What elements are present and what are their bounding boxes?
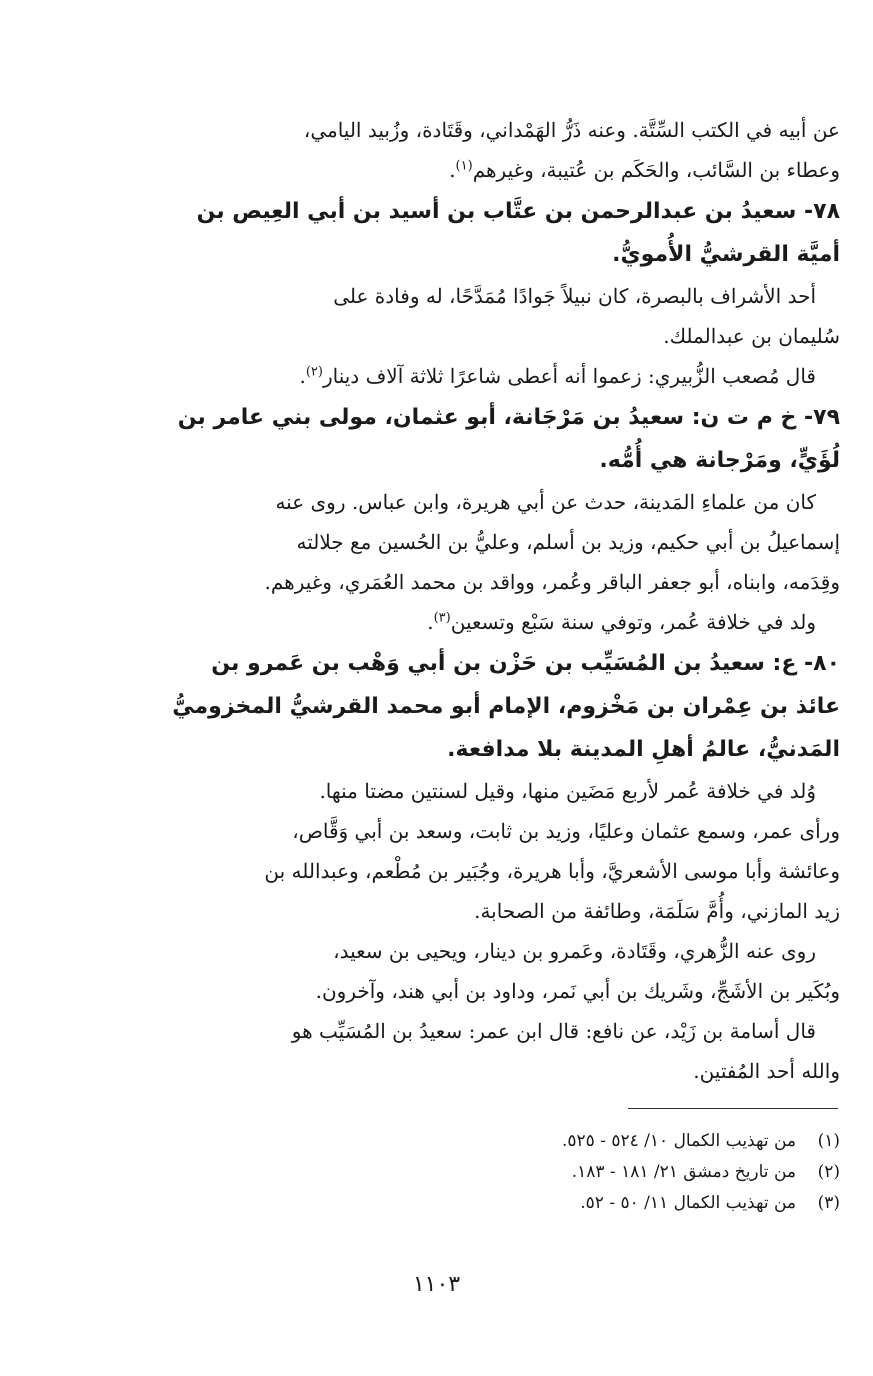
footnote-number: (٣) [817, 1193, 840, 1213]
entry-heading-80-cont: عائذ بن عِمْران بن مَخْزوم، الإمام أبو محمد القرشيُّ المخزوميُّ [172, 694, 840, 719]
footnote-text: من تهذيب الكمال ١٠/ ٥٢٤ - ٥٢٥. [561, 1131, 796, 1151]
entry-heading-80-cont: المَدنيُّ، عالمُ أهلِ المدينة بلا مدافعة. [447, 737, 840, 762]
text-line [128, 356, 840, 396]
entry-heading-78-cont: أميَّة القرشيُّ الأُمويُّ. [612, 242, 840, 267]
text-line: زيد المازني، وأُمَّ سَلَمَة، وطائفة من الصحابة. [474, 899, 840, 923]
text-line: وُلد في خلافة عُمر لأربع مَضَين منها، وقيل لسنتين مضتا منها. [319, 779, 816, 803]
footnotes [380, 1126, 840, 1219]
footnote [380, 1157, 840, 1188]
text-line: قال أسامة بن زَيْد، عن نافع: قال ابن عمر: سعيدُ بن المُسَيِّب هو [291, 1019, 816, 1043]
line-text: ولد في خلافة عُمر، وتوفي سنة سَبْع وتسعين [450, 610, 816, 634]
text-line [128, 602, 840, 642]
text-line: إسماعيلُ بن أبي حكيم، وزيد بن أسلم، وعليُّ بن الحُسين مع جلالته [296, 530, 840, 554]
entry-heading-79: ٧٩- خ م ت ن: سعيدُ بن مَرْجَانة، أبو عثمان، مولى بني عامر بن [177, 405, 840, 430]
text-line: عن أبيه في الكتب السِّتَّة. وعنه ذَرُّ الهَمْداني، وقَتَادة، وزُبيد اليامي، [303, 118, 840, 142]
line-end-punct: . [449, 158, 456, 182]
entry-heading-79-cont: لُؤَيٍّ، ومَرْجانة هي أُمُّه. [599, 448, 840, 473]
entry-heading-80: ٨٠- ع: سعيدُ بن المُسَيِّب بن حَزْن بن أبي وَهْب بن عَمرو بن [211, 651, 840, 676]
text-line: ورأى عمر، وسمع عثمان وعليًا، وزيد بن ثابت، وسعد بن أبي وَقَّاص، [292, 819, 840, 843]
footnote-number: (٢) [817, 1162, 840, 1182]
page-number: ١١٠٣ [412, 1272, 461, 1297]
footnote-text: من تاريخ دمشق ٢١/ ١٨١ - ١٨٣. [571, 1162, 796, 1182]
line-text: وعطاء بن السَّائب، والحَكَم بن عُتيبة، وغيرهم [472, 158, 840, 182]
footnote-reference: (١) [455, 158, 473, 174]
line-text: قال مُصعب الزُّبيري: زعموا أنه أعطى شاعرًا ثلاثة آلاف دينار [322, 364, 816, 388]
text-line [128, 150, 840, 190]
footnote [380, 1188, 840, 1219]
text-line: وعائشة وأبا موسى الأشعريَّ، وأبا هريرة، وجُبَير بن مُطْعم، وعبدالله بن [264, 859, 840, 883]
text-line: أحد الأشراف بالبصرة، كان نبيلاً جَوادًا مُمَدَّحًا، له وفادة على [333, 284, 816, 308]
footnote-reference: (٢) [305, 364, 323, 380]
entry-heading-78: ٧٨- سعيدُ بن عبدالرحمن بن عتَّاب بن أسيد بن أبي العِيص بن [196, 199, 840, 224]
footnote-number: (١) [817, 1131, 840, 1151]
footnote [380, 1126, 840, 1157]
text-line: وقِدَمه، وابناه، أبو جعفر الباقر وعُمر، وواقد بن محمد العُمَري، وغيرهم. [264, 570, 840, 594]
text-line: سُليمان بن عبدالملك. [663, 324, 840, 348]
page-body [128, 110, 840, 1091]
text-line: والله أحد المُفتين. [693, 1059, 840, 1083]
text-line: كان من علماءِ المَدينة، حدث عن أبي هريرة، وابن عباس. روى عنه [275, 490, 816, 514]
line-end-punct: . [299, 364, 306, 388]
footnote-reference: (٣) [433, 610, 451, 626]
footnote-divider [628, 1108, 838, 1109]
footnote-text: من تهذيب الكمال ١١/ ٥٠ - ٥٢. [580, 1193, 796, 1213]
text-line: وبُكَير بن الأشَجِّ، وشَريك بن أبي نَمر، وداود بن أبي هند، وآخرون. [315, 979, 840, 1003]
line-end-punct: . [427, 610, 434, 634]
text-line: روى عنه الزُّهري، وقَتَادة، وعَمرو بن دينار، ويحيى بن سعيد، [333, 939, 816, 963]
